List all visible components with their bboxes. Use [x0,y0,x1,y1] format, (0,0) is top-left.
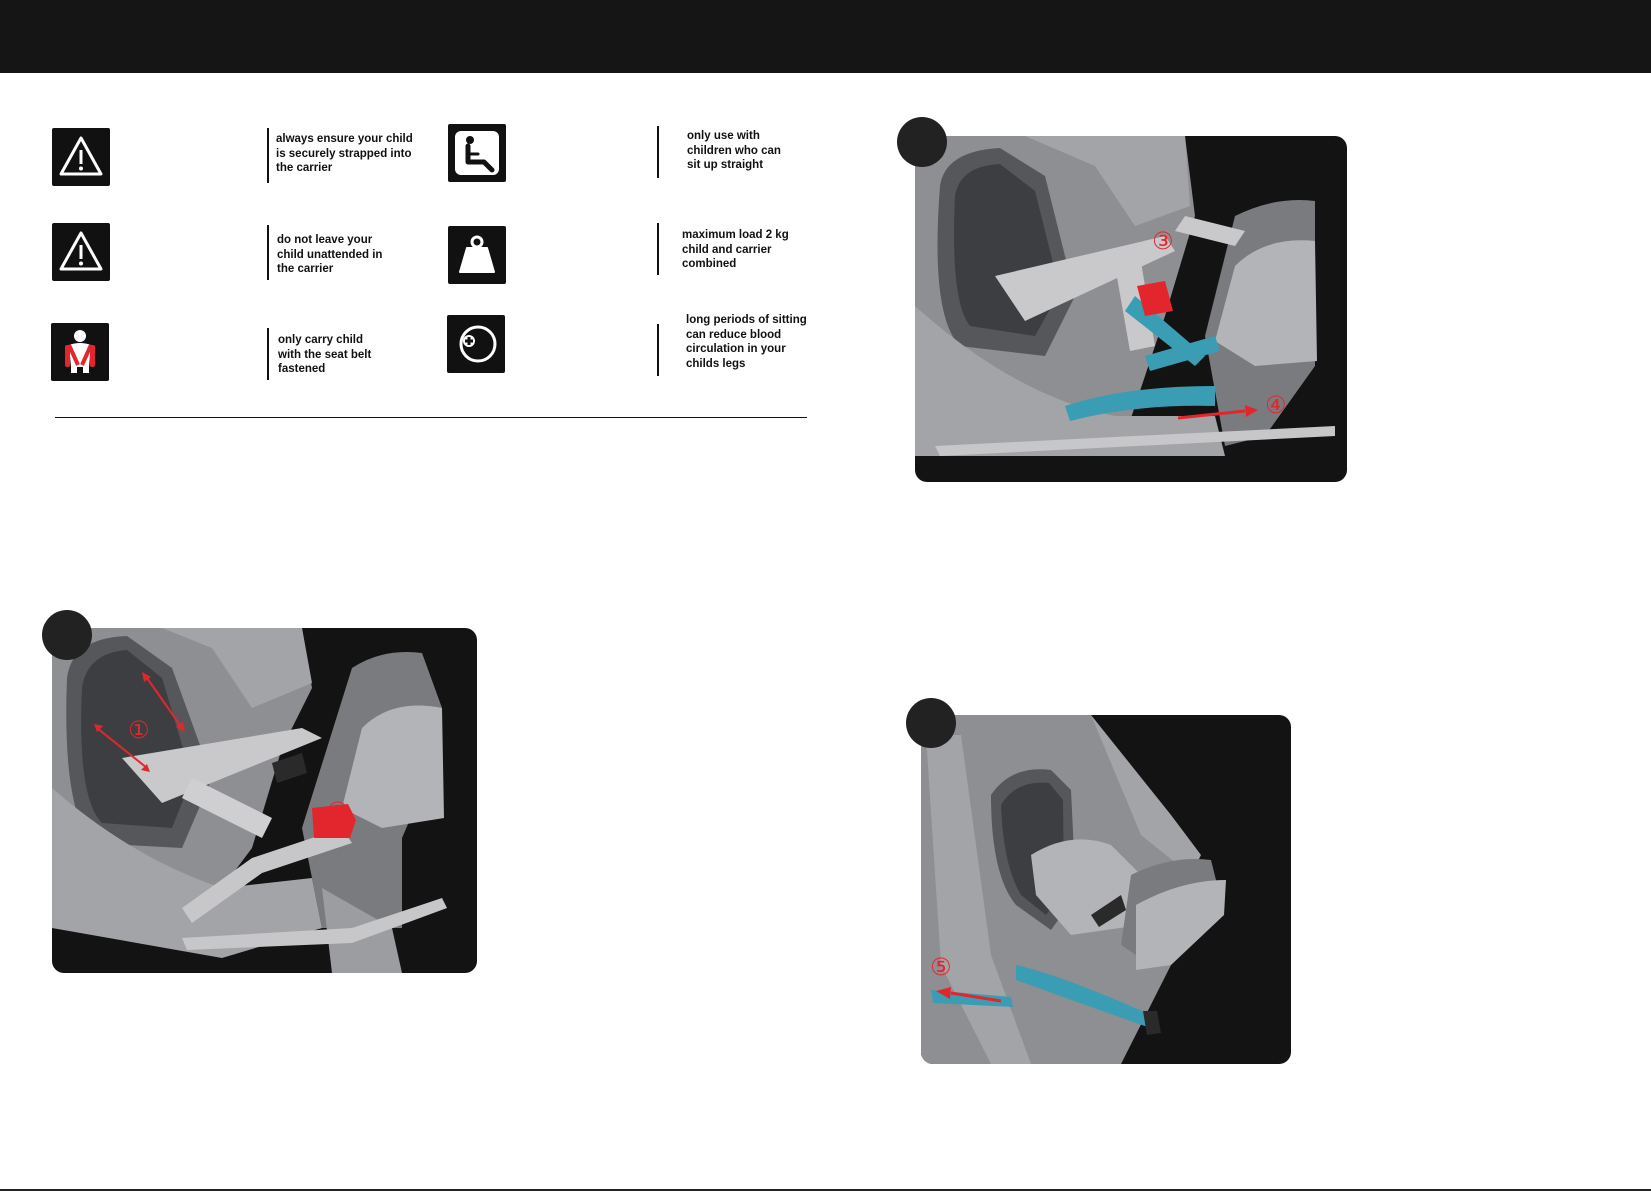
warning-text-5: maximum load 2 kg child and carrier combined [682,229,789,270]
divider [267,328,269,380]
divider [267,128,269,183]
child-seatbelt-icon [51,323,109,381]
warning-text-2: do not leave your child unattended in the carrier [277,234,383,275]
blood-circulation-icon [447,315,505,373]
step-marker [906,698,956,748]
weight-icon [448,226,506,284]
divider [267,225,269,280]
step-marker [42,610,92,660]
warning-text-3: only carry child with the seat belt fastened [278,334,372,375]
warning-text-4: only use with children who can sit up straight [687,130,781,171]
step-label-3: ③ [1152,227,1174,255]
bottom-rule [0,1189,1651,1191]
step-3-illustration [921,715,1291,1064]
top-header-bar [0,0,1651,73]
warning-text-1: always ensure your child is securely strapped into the carrier [276,133,413,174]
divider [657,324,659,376]
step-1-illustration [52,628,477,973]
step-label-5: ⑤ [930,953,952,981]
sitting-child-icon [448,124,506,182]
divider [657,126,659,178]
step-label-4: ④ [1265,391,1287,419]
step-marker [897,117,947,167]
section-divider [55,417,807,418]
divider [657,223,659,275]
step-2-illustration [915,136,1347,482]
warning-triangle-icon [52,223,110,281]
step-label-1: ① [128,716,150,744]
warning-text-6: long periods of sitting can reduce blood circulation in your childs legs [686,314,807,370]
step-label-2: ② [327,797,349,825]
warning-triangle-icon [52,128,110,186]
